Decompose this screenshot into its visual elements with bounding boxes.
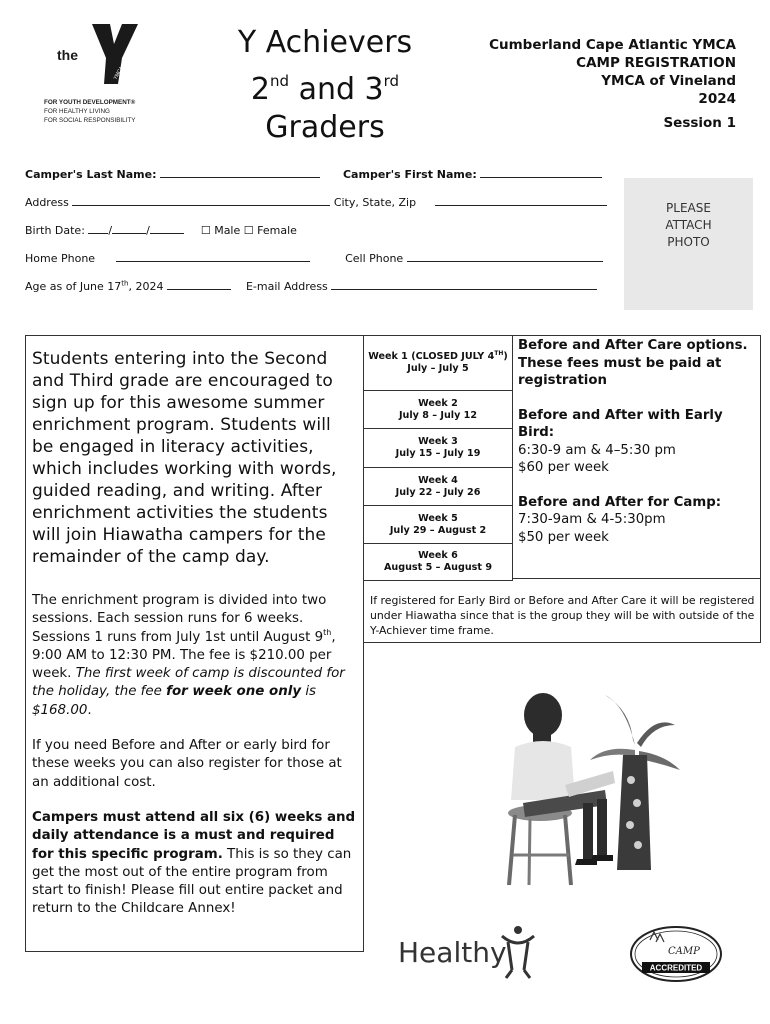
camp-care-title: Before and After for Camp:: [518, 494, 722, 510]
week-dates: August 5 – August 9: [383, 562, 492, 573]
week-name: Week 2: [418, 397, 458, 409]
care-fees: [513, 335, 761, 579]
week-name: Week 5: [418, 512, 458, 524]
ymca-logo: [44, 22, 184, 134]
address-label: Address: [25, 196, 69, 209]
week-dates: July 22 – July 26: [395, 486, 481, 498]
intro-paragraph: Students entering into the Second and Third grade are encouraged to sign up for this awesome summer enrichment program. Students will be engaged in literacy activities, which includes working with words, guided reading, and writing. After enrichment activities the students will join Hiawatha campers for the remainder of the camp day.: [32, 349, 337, 567]
week-name: Week 3: [418, 436, 458, 447]
age-sup: th: [121, 279, 129, 288]
week-dates: July 29 – August 2: [389, 524, 487, 536]
p1-sup: th: [323, 627, 332, 637]
tagline-line: FOR HEALTHY LIVING: [44, 108, 110, 115]
phone-row: [25, 251, 603, 265]
birth-year-field[interactable]: [150, 223, 184, 234]
address-row: [25, 195, 607, 209]
title-line: [222, 62, 428, 109]
male-checkbox[interactable]: ☐ Male: [200, 224, 241, 237]
birth-date-label: Birth Date:: [25, 224, 85, 237]
logo-the: the: [57, 47, 78, 63]
week-name: Week 4: [418, 474, 458, 486]
logo-ymca: YMCA: [112, 65, 125, 81]
email-field[interactable]: [331, 279, 597, 290]
logo-tagline: [44, 98, 135, 125]
photo-text: PLEASE: [666, 201, 711, 215]
care-note: If registered for Early Bird or Before and After Care it will be registered under Hiawatha since that is the group they will be with outside of the Y-Achiever time frame.: [364, 579, 761, 643]
birth-month-field[interactable]: [88, 223, 108, 234]
week-row: [364, 429, 512, 468]
healthy-text: Healthy: [398, 936, 507, 969]
week-row: [364, 544, 512, 580]
home-phone-field[interactable]: [116, 251, 310, 262]
title-text: and 3: [289, 72, 384, 107]
age-field[interactable]: [167, 279, 231, 290]
email-label: E-mail Address: [245, 280, 328, 293]
last-name-field[interactable]: [160, 167, 320, 178]
page-title: [222, 24, 428, 147]
p1-bold-italic: for week one only: [166, 684, 302, 700]
session-label: Session 1: [663, 115, 736, 131]
address-field[interactable]: [72, 195, 330, 206]
attendance-bold: Campers must attend all six (6) weeks and daily attendance is a must and required for this specific program.: [32, 809, 356, 862]
name-row: [25, 167, 602, 181]
tagline-line: FOR YOUTH DEVELOPMENT®: [44, 99, 136, 106]
week-dates: July 15 – July 19: [395, 448, 481, 459]
week-row: [364, 506, 512, 544]
birth-day-field[interactable]: [112, 223, 146, 234]
p1-text: , 9:00 AM to 12:30 PM. The fee is $210.00 per week.: [32, 629, 336, 682]
early-bird-fee: $60 per week: [518, 460, 609, 475]
home-phone-label: Home Phone: [25, 252, 96, 265]
org-year: 2024: [698, 91, 736, 107]
week-dates: July 8 – July 12: [398, 409, 478, 421]
week-dates: July – July 5: [407, 363, 469, 374]
ymca-y-icon: [52, 22, 142, 88]
week-name: [364, 351, 512, 363]
early-bird-time: 6:30-9 am & 4–5:30 pm: [518, 442, 676, 458]
accredited-camp-badge: [628, 924, 724, 984]
female-checkbox[interactable]: ☐ Female: [243, 224, 297, 237]
tagline-line: FOR SOCIAL RESPONSIBILITY: [44, 117, 136, 124]
weeks-table: [364, 335, 513, 581]
first-name-field[interactable]: [480, 167, 602, 178]
week-row: [364, 336, 512, 391]
healthy-u-logo: [398, 920, 548, 980]
first-name-label: Camper's First Name:: [342, 168, 477, 181]
org-line: YMCA of Vineland: [601, 73, 736, 89]
org-header: [416, 36, 736, 108]
week-name: Week 6: [418, 550, 458, 561]
camp-care-time: 7:30-9am & 4-5:30pm: [518, 512, 666, 527]
attendance-paragraph: [32, 809, 357, 919]
fees-intro: Before and After Care options. These fees must be paid at registration: [518, 338, 748, 388]
org-line: Cumberland Cape Atlantic YMCA: [489, 37, 736, 53]
p1-italic: is $168.00: [32, 684, 317, 718]
city-label: City, State, Zip: [333, 196, 417, 209]
city-field[interactable]: [435, 195, 607, 206]
sessions-paragraph: [32, 592, 357, 720]
title-text: 2: [250, 72, 270, 107]
badge-camp: CAMP: [668, 946, 700, 957]
camp-care-fee: $50 per week: [518, 529, 609, 545]
org-line: CAMP REGISTRATION: [576, 55, 736, 71]
title-sup: rd: [383, 72, 400, 90]
program-description: [25, 335, 364, 952]
birth-row: Birth Date: / / ☐ Male ☐ Female: [25, 224, 297, 237]
p1-text: The enrichment program is divided into two sessions. Each session runs for 6 weeks. Sessions 1 runs from July 1st until August 9: [32, 593, 327, 645]
week-name-text: ): [503, 351, 508, 362]
child-reading-photo: [485, 685, 685, 890]
age-row: [25, 279, 597, 293]
week-name-text: Week 1 (CLOSED JULY 4: [368, 351, 495, 362]
cell-phone-field[interactable]: [407, 251, 603, 262]
attendance-text: This is so they can get the most out of the entire program from start to finish! Please fill out entire packet and return to the Childcare Annex!: [32, 846, 352, 917]
extra-cost-paragraph: If you need Before and After or early bird for these weeks you can also register for those at an additional cost.: [32, 738, 342, 790]
p1-italic: The first week of camp is discounted for the holiday, the fee: [32, 666, 345, 700]
photo-placeholder[interactable]: [624, 178, 753, 310]
title-line: Graders: [265, 110, 385, 145]
photo-text: PHOTO: [667, 235, 710, 249]
early-bird-title: Before and After with Early Bird:: [518, 407, 723, 440]
age-label: Age as of June 17: [25, 280, 122, 293]
week-row: [364, 391, 512, 429]
title-sup: nd: [270, 72, 290, 90]
p1-text: .: [87, 702, 92, 718]
cell-phone-label: Cell Phone: [345, 252, 404, 265]
age-label: , 2024: [128, 280, 164, 293]
title-line: Y Achievers: [237, 25, 413, 60]
week-sup: TH: [494, 350, 504, 357]
last-name-label: Camper's Last Name:: [25, 168, 157, 181]
badge-accredited: ACCREDITED: [649, 963, 703, 973]
week-row: [364, 468, 512, 506]
photo-text: ATTACH: [665, 218, 712, 232]
